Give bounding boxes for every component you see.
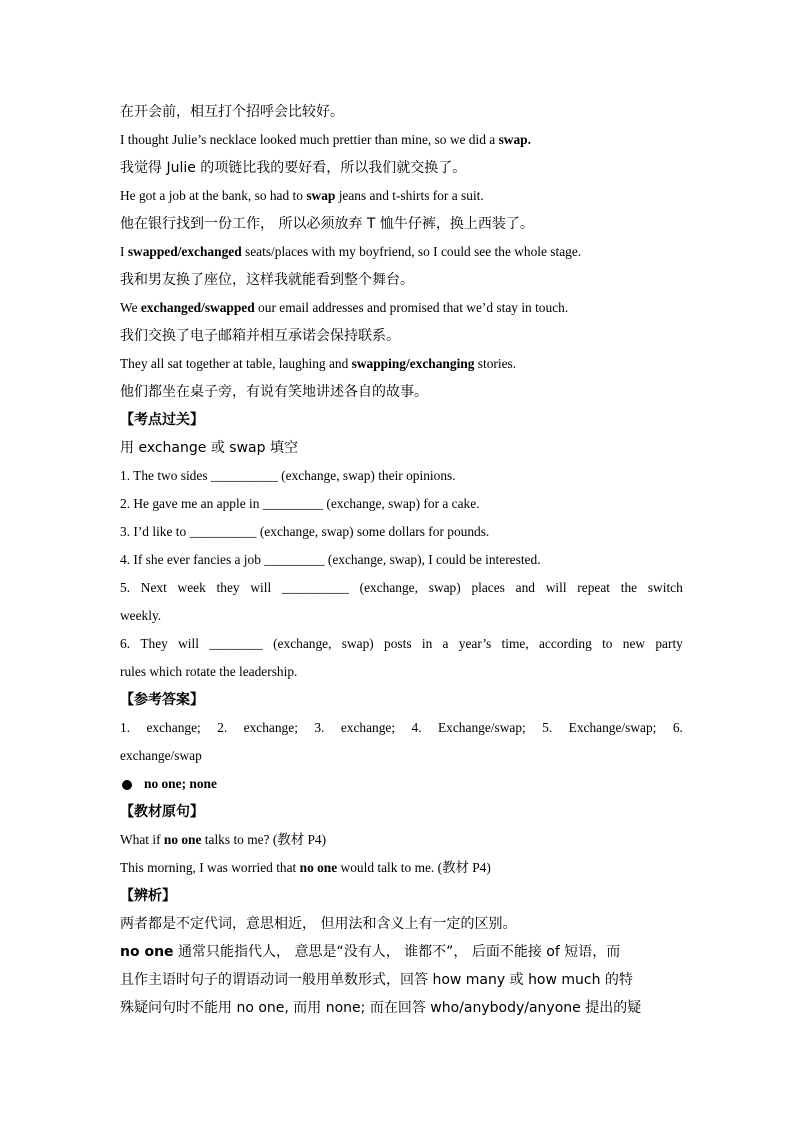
keyword: swap	[306, 188, 336, 203]
word: 3.	[314, 720, 325, 735]
bullet-item: no one; none	[120, 770, 685, 798]
word: 6.	[672, 720, 683, 735]
text-line: 在开会前，相互打个招呼会比较好。	[120, 104, 344, 120]
word: Exchange/swap;	[437, 720, 526, 735]
word: will	[250, 580, 272, 595]
word: the	[620, 580, 638, 595]
word: swap)	[428, 580, 461, 595]
translation-line: 我觉得 Julie 的项链比我的要好看，所以我们就交换了。	[120, 160, 467, 176]
word: places	[471, 580, 505, 595]
word: They	[140, 636, 168, 651]
exercise-question	[120, 574, 685, 602]
word: 1.	[120, 720, 131, 735]
word: 4.	[411, 720, 422, 735]
word: to	[602, 636, 613, 651]
word: according	[538, 636, 592, 651]
exercise-question-continued: weekly.	[120, 608, 162, 623]
word: a	[442, 636, 449, 651]
example-sentence: He got a job at the bank, so had to swap jeans and t-shirts for a suit.	[120, 188, 484, 203]
example-sentence: I swapped/exchanged seats/places with my boyfriend, so I could see the whole stage.	[120, 244, 582, 259]
word: Next	[140, 580, 167, 595]
keyword: no one	[163, 832, 202, 847]
section-heading: 【考点过关】	[120, 412, 204, 428]
word: new	[622, 636, 646, 651]
word: week	[177, 580, 206, 595]
word: exchange;	[243, 720, 298, 735]
text-line: 殊疑问句时不能用 no one, 而用 none; 而在回答 who/anybody/anyone 提出的疑	[120, 1000, 642, 1016]
word: 5.	[542, 720, 553, 735]
justified-line	[120, 719, 683, 737]
text-line: 两者都是不定代词，意思相近， 但用法和含义上有一定的区别。	[120, 916, 517, 932]
word: they	[216, 580, 240, 595]
keyword: no one	[120, 944, 174, 960]
keyword: swapped/exchanged	[127, 244, 242, 259]
section-heading: 【辨析】	[120, 888, 176, 904]
keyword: swap.	[498, 132, 531, 147]
word: exchange;	[340, 720, 396, 735]
word: 6.	[120, 636, 131, 651]
word: year’s	[458, 636, 492, 651]
exercise-question: 4. If she ever fancies a job _________ (exchange, swap), I could be interested.	[120, 552, 541, 567]
translation-line: 他在银行找到一份工作， 所以必须放弃 T 恤牛仔裤，换上西装了。	[120, 216, 534, 232]
section-heading: 【教材原句】	[120, 804, 204, 820]
source-sentence: This morning, I was worried that no one would talk to me. (教材 P4)	[120, 860, 491, 875]
word: time,	[501, 636, 529, 651]
exercise-question-continued: rules which rotate the leadership.	[120, 664, 298, 679]
keyword: exchanged/swapped	[140, 300, 255, 315]
word: __________	[281, 580, 349, 595]
word: in	[421, 636, 433, 651]
word: will	[545, 580, 567, 595]
word: repeat	[577, 580, 611, 595]
word: 2.	[217, 720, 228, 735]
example-sentence: They all sat together at table, laughing and swapping/exchanging stories.	[120, 356, 517, 371]
word: swap)	[341, 636, 374, 651]
word: ________	[209, 636, 263, 651]
word: (exchange,	[273, 636, 332, 651]
example-sentence: I thought Julie’s necklace looked much prettier than mine, so we did a swap.	[120, 132, 531, 147]
justified-line	[120, 579, 683, 597]
answer-line-continued: exchange/swap	[120, 748, 202, 763]
translation-line: 他们都坐在桌子旁，有说有笑地讲述各自的故事。	[120, 384, 428, 400]
answer-line	[120, 714, 685, 742]
keyword: no one	[299, 860, 338, 875]
word: (exchange,	[359, 580, 418, 595]
word: exchange;	[146, 720, 201, 735]
exercise-question: 1. The two sides __________ (exchange, swap) their opinions.	[120, 468, 456, 483]
keyword: swapping/exchanging	[351, 356, 475, 371]
translation-line: 我们交换了电子邮箱并相互承诺会保持联系。	[120, 328, 400, 344]
exercise-instruction: 用 exchange 或 swap 填空	[120, 440, 298, 456]
text-line: 且作主语时句子的谓语动词一般用单数形式，回答 how many 或 how much 的特	[120, 972, 633, 988]
word: party	[655, 636, 683, 651]
bullet-icon	[122, 780, 132, 790]
example-sentence: We exchanged/swapped our email addresses and promised that we’d stay in touch.	[120, 300, 569, 315]
document-page	[120, 98, 685, 1022]
word: and	[515, 580, 535, 595]
word: Exchange/swap;	[568, 720, 657, 735]
exercise-question	[120, 630, 685, 658]
word: switch	[647, 580, 683, 595]
translation-line: 我和男友换了座位，这样我就能看到整个舞台。	[120, 272, 414, 288]
justified-line	[120, 635, 683, 653]
source-sentence: What if no one talks to me? (教材 P4)	[120, 832, 327, 847]
exercise-question: 3. I’d like to __________ (exchange, swap) some dollars for pounds.	[120, 524, 490, 539]
word: will	[178, 636, 199, 651]
word: 5.	[120, 580, 131, 595]
exercise-question: 2. He gave me an apple in _________ (exchange, swap) for a cake.	[120, 496, 480, 511]
word: posts	[384, 636, 412, 651]
section-heading: 【参考答案】	[120, 692, 204, 708]
text-line: no one 通常只能指代人， 意思是“没有人， 谁都不”， 后面不能接 of 短语，而	[120, 944, 621, 960]
